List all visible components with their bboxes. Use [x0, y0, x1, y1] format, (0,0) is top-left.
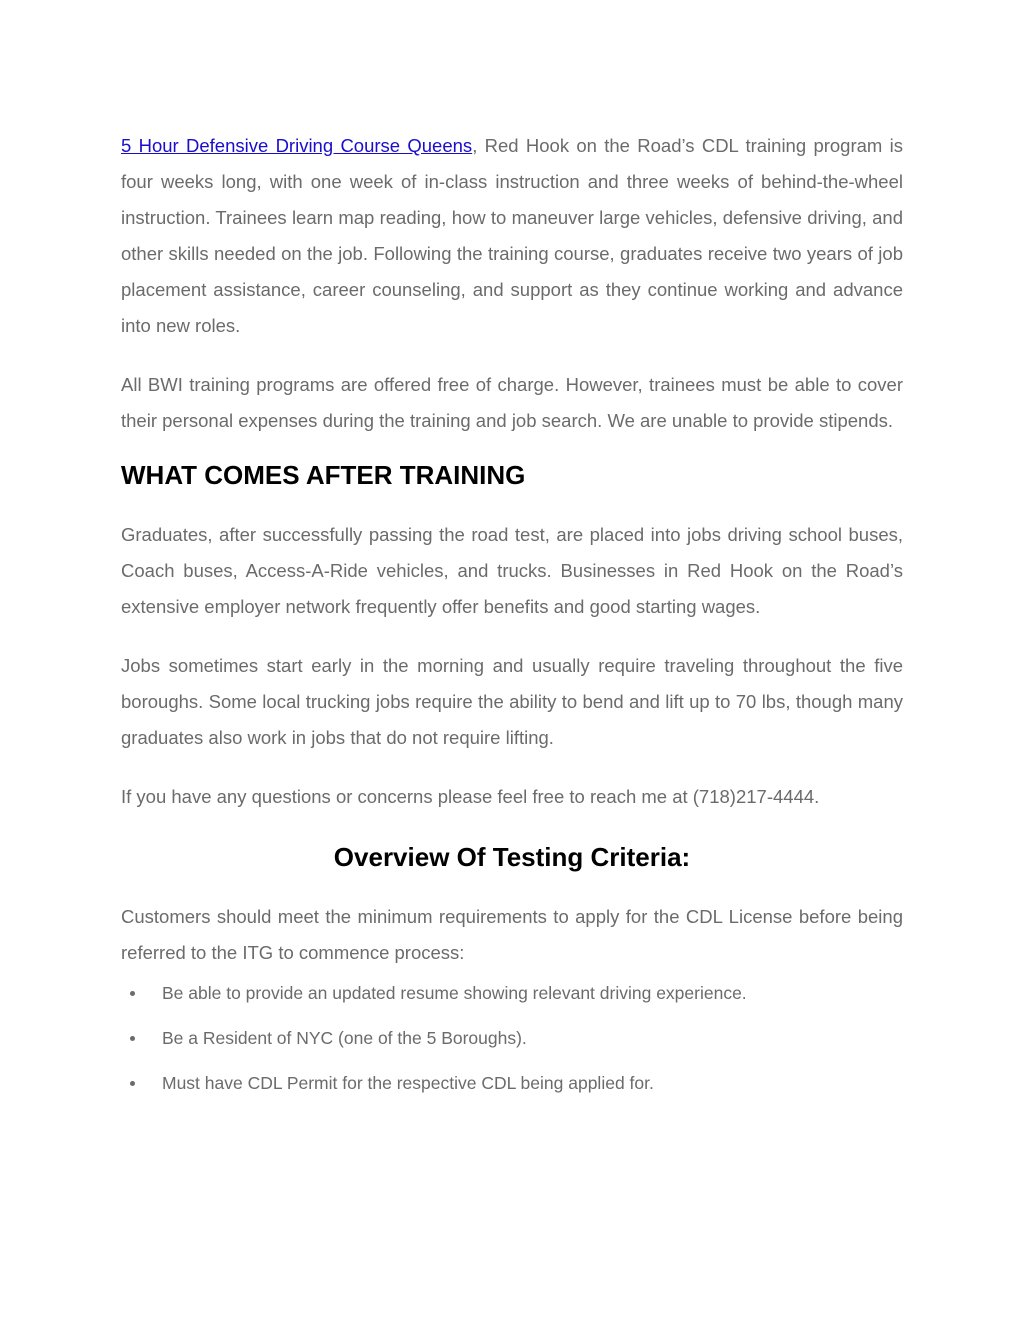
jobs-paragraph: Jobs sometimes start early in the morning and usually require traveling throughout the five boroughs. Some local trucking jobs require the ability to bend and lift up to 70 lbs, though many graduates also work in jobs that do not require lifting. [121, 655, 903, 748]
intro-paragraph [121, 128, 903, 344]
bullet-icon [130, 1036, 135, 1041]
intro-text: , Red Hook on the Road’s CDL training program is four weeks long, with one week of in-class instruction and three weeks of behind-the-wheel instruction. Trainees learn map reading, how to maneuver large vehicles, defensive driving, and other skills needed on the job. Following the training course, graduates receive two years of job placement assistance, career counseling, and support as they continue working and advance into new roles. [121, 135, 903, 336]
list-item [121, 1024, 903, 1052]
bullet-icon [130, 991, 135, 996]
testing-criteria-heading: Overview Of Testing Criteria: [333, 842, 691, 872]
list-item [121, 1069, 903, 1097]
requirements-list [121, 979, 903, 1097]
list-item [121, 979, 903, 1007]
requirement-text: Be a Resident of NYC (one of the 5 Boroughs). [162, 1028, 527, 1048]
defensive-driving-course-link[interactable]: 5 Hour Defensive Driving Course Queens [121, 135, 473, 156]
requirement-text: Be able to provide an updated resume showing relevant driving experience. [162, 983, 747, 1003]
contact-paragraph: If you have any questions or concerns please feel free to reach me at (718)217-4444. [121, 786, 820, 807]
cost-paragraph: All BWI training programs are offered free of charge. However, trainees must be able to cover their personal expenses during the training and job search. We are unable to provide stipends. [121, 374, 903, 431]
document-page [121, 128, 903, 1114]
requirement-text: Must have CDL Permit for the respective CDL being applied for. [162, 1073, 654, 1093]
bullet-icon [130, 1081, 135, 1086]
after-training-heading: WHAT COMES AFTER TRAINING [121, 460, 526, 490]
testing-intro-paragraph: Customers should meet the minimum requirements to apply for the CDL License before being referred to the ITG to commence process: [121, 906, 903, 963]
placement-paragraph: Graduates, after successfully passing the road test, are placed into jobs driving school buses, Coach buses, Access-A-Ride vehicles, and trucks. Businesses in Red Hook on the Road’s extensive employer network frequently offer benefits and good starting wages. [121, 524, 903, 617]
